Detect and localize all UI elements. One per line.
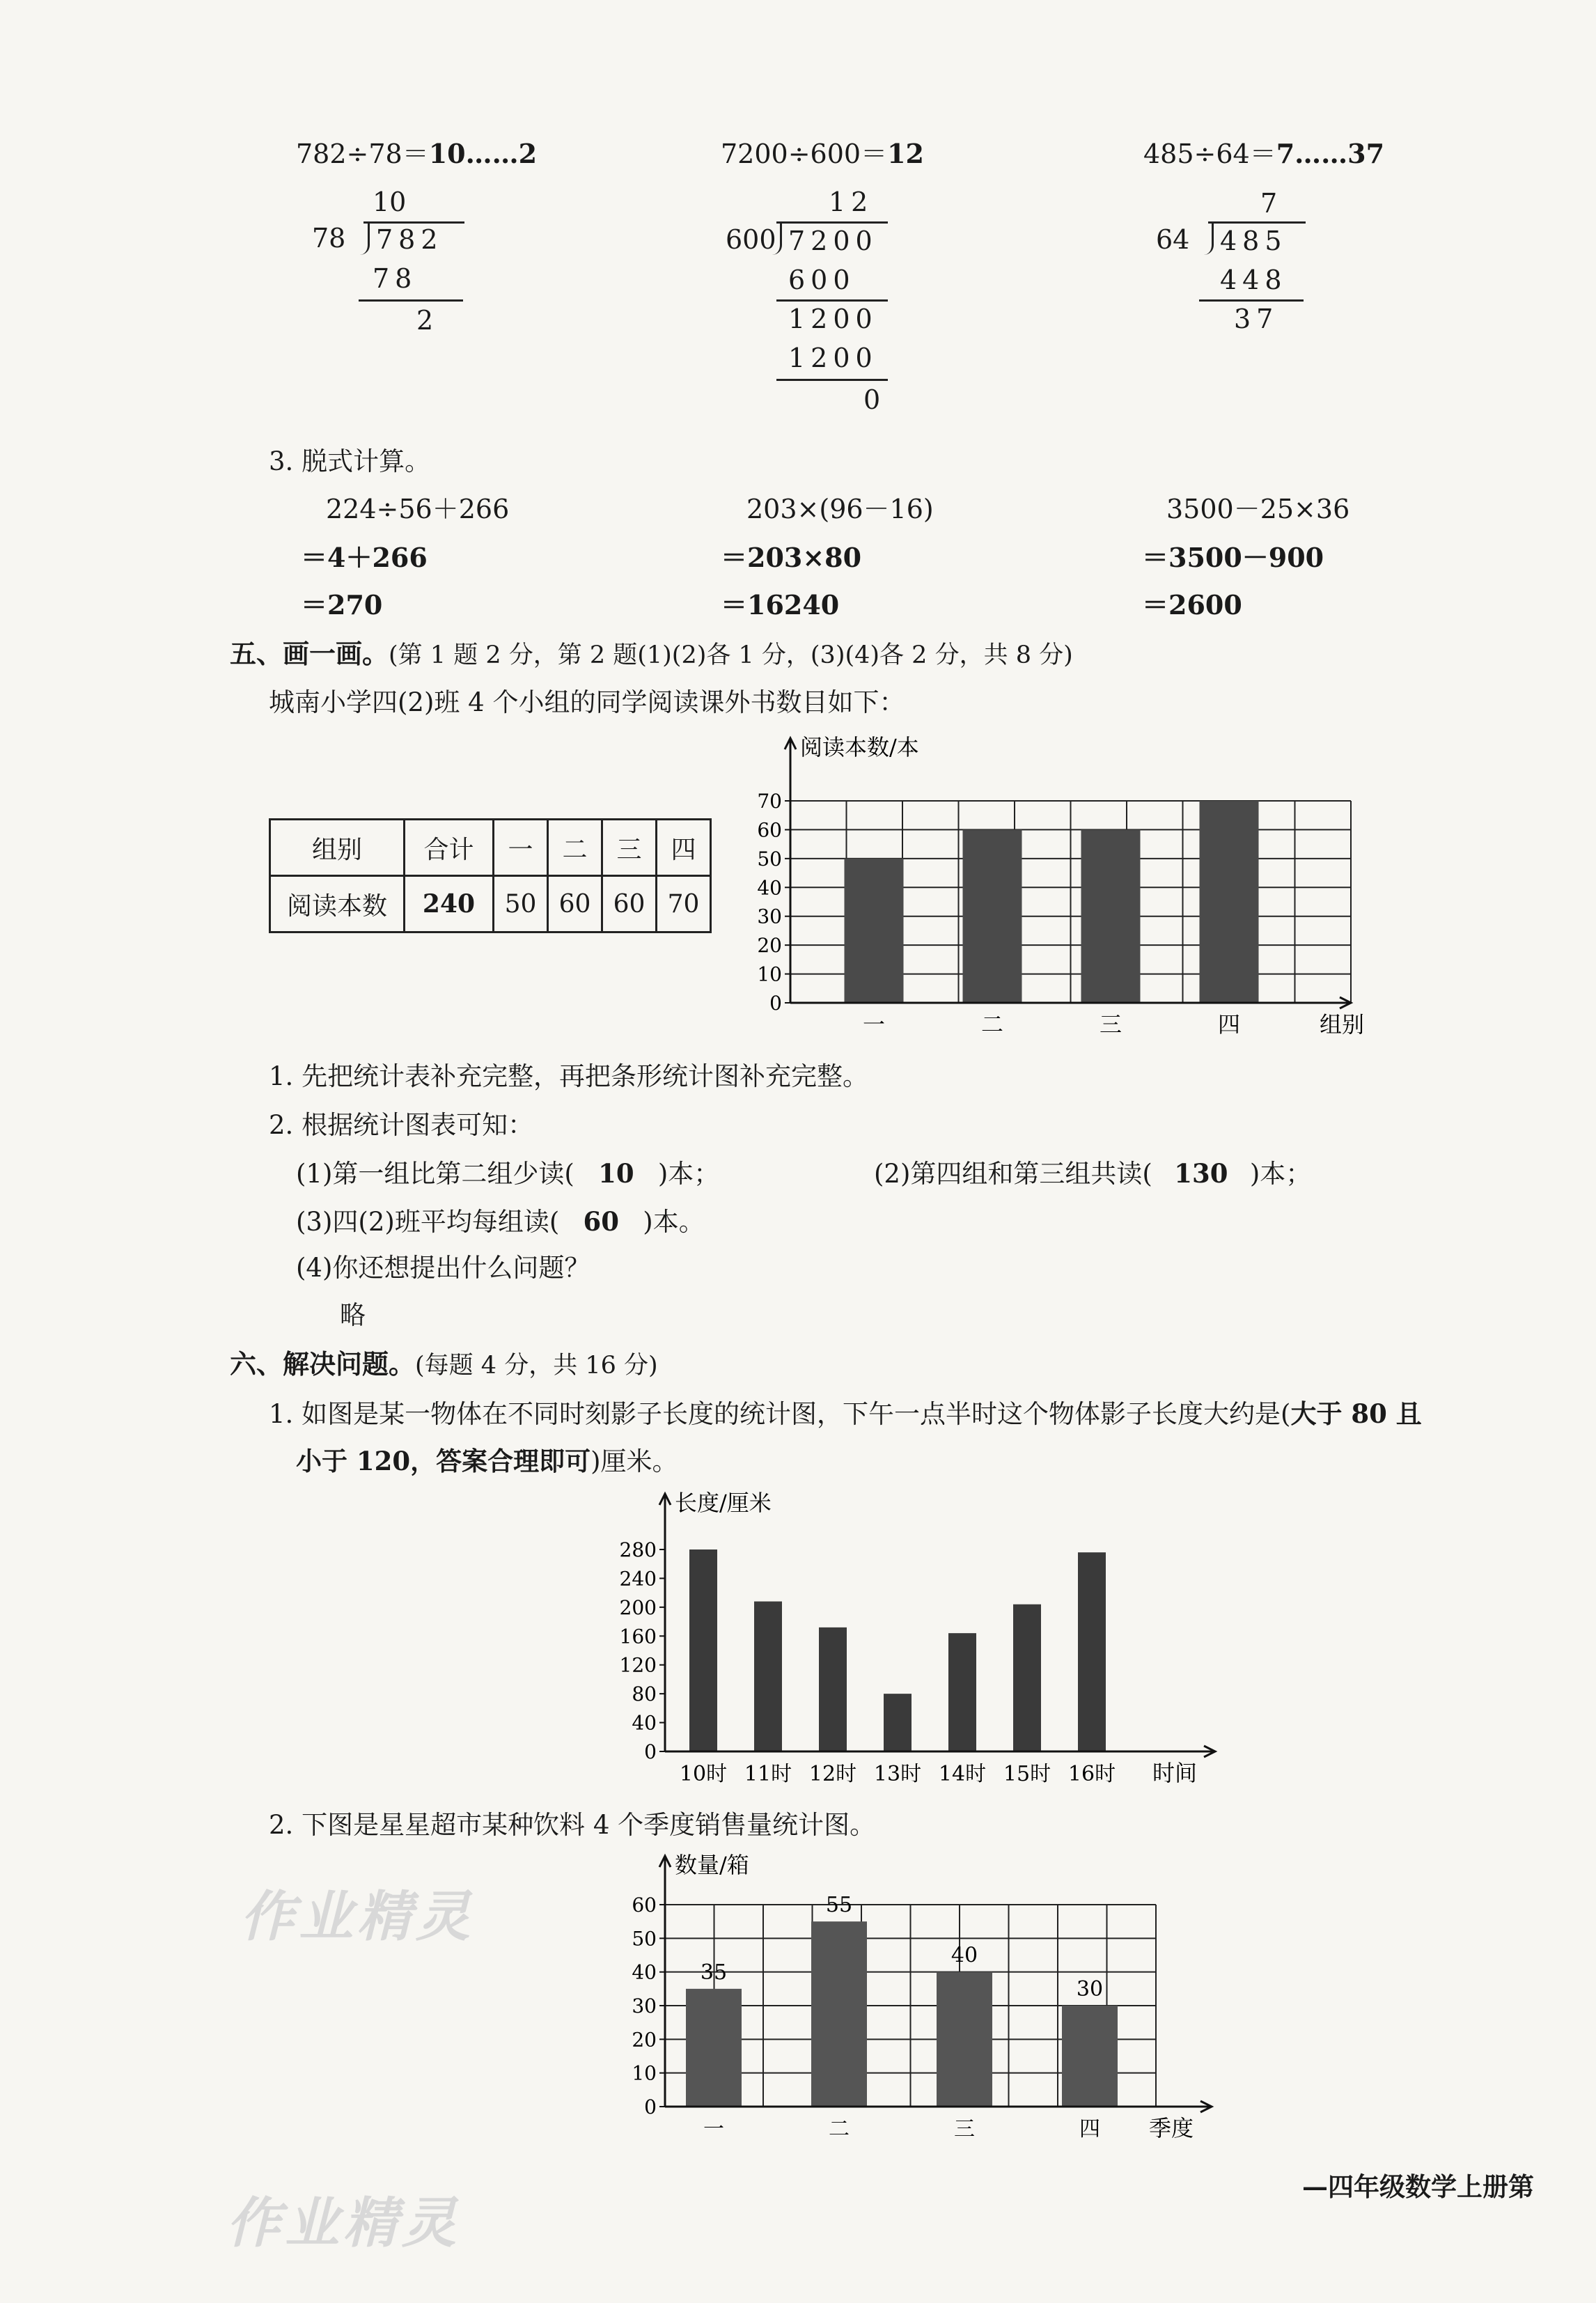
data-label: 35 xyxy=(700,1960,728,1985)
table-row xyxy=(270,820,711,876)
x-tick-label: 10时 xyxy=(679,1762,728,1786)
chart-bar xyxy=(937,1972,992,2107)
division-bracket-curve xyxy=(358,221,370,255)
division-step: 448 xyxy=(1220,265,1288,295)
x-tick-label: 14时 xyxy=(938,1762,987,1786)
y-tick-label: 50 xyxy=(757,847,782,871)
division-step: 1200 xyxy=(788,304,878,334)
y-tick-label: 30 xyxy=(632,1994,657,2017)
y-tick-label: 40 xyxy=(632,1711,657,1735)
quotient: 12 xyxy=(829,187,874,217)
table-cell: 阅读本数 xyxy=(270,876,405,932)
table-cell: 四 xyxy=(657,820,711,876)
x-tick-label: 三 xyxy=(954,2117,975,2141)
table-cell: 二 xyxy=(548,820,602,876)
divisor: 600 xyxy=(726,224,776,255)
x-axis-label: 组别 xyxy=(1320,1011,1365,1038)
y-tick-label: 280 xyxy=(619,1538,657,1561)
chart-bar xyxy=(686,1989,742,2107)
y-tick-label: 0 xyxy=(644,1740,657,1763)
section6-title: 六、解决问题。(每题 4 分，共 16 分) xyxy=(230,1348,658,1380)
x-axis-label: 时间 xyxy=(1152,1760,1198,1786)
y-tick-label: 70 xyxy=(757,790,782,813)
dividend: 7200 xyxy=(788,226,878,256)
table-cell: 组别 xyxy=(270,820,405,876)
x-tick-label: 16时 xyxy=(1067,1762,1116,1786)
division-step: 2 xyxy=(416,305,434,336)
reading-stat-table xyxy=(269,818,712,933)
s6-q1-line2: 小于 120，答案合理即可)厘米。 xyxy=(296,1446,678,1476)
division-line xyxy=(1199,299,1304,302)
x-tick-label: 一 xyxy=(703,2117,724,2141)
x-tick-label: 12时 xyxy=(808,1762,857,1786)
chart-bar xyxy=(1062,2006,1118,2107)
q3-expr-3: 3500－25×36 xyxy=(1166,494,1350,524)
division-expr: 7200÷600＝12 xyxy=(721,138,924,169)
x-tick-label: 三 xyxy=(1099,1011,1122,1038)
q3-step: ＝3500－900 xyxy=(1142,542,1324,573)
watermark-logo: 作业精灵 xyxy=(226,2192,461,2255)
chart-bar xyxy=(948,1633,976,1751)
s6-q1-line1: 1. 如图是某一物体在不同时刻影子长度的统计图，下午一点半时这个物体影子长度大约是(大于 80 且 xyxy=(269,1398,1422,1429)
x-tick-label: 15时 xyxy=(1003,1762,1051,1786)
s5-q2-2: (2)第四组和第三组共读( 130 )本； xyxy=(874,1158,1312,1189)
y-axis-label: 长度/厘米 xyxy=(675,1490,772,1516)
y-tick-label: 60 xyxy=(632,1894,657,1916)
y-tick-label: 0 xyxy=(644,2095,657,2118)
divisor: 78 xyxy=(312,223,346,253)
division-line xyxy=(776,299,888,302)
x-tick-label: 四 xyxy=(1217,1011,1241,1038)
quotient: 10 xyxy=(373,187,407,217)
table-cell: 60 xyxy=(602,876,657,932)
divisor: 64 xyxy=(1156,224,1190,255)
q3-step: ＝203×80 xyxy=(721,542,862,573)
data-label: 55 xyxy=(825,1893,853,1918)
q3-step: ＝2600 xyxy=(1142,589,1242,620)
y-tick-label: 240 xyxy=(619,1567,657,1591)
section5-title: 五、画一画。(第 1 题 2 分，第 2 题(1)(2)各 1 分，(3)(4)各 2 分，共 8 分) xyxy=(230,638,1073,669)
s5-q1: 1. 先把统计表补充完整，再把条形统计图补充完整。 xyxy=(269,1061,869,1091)
s6-q2: 2. 下图是星星超市某种饮料 4 个季度销售量统计图。 xyxy=(269,1810,876,1840)
division-step: 600 xyxy=(788,265,856,295)
s5-q2-4-answer: 略 xyxy=(340,1300,366,1330)
x-tick-label: 二 xyxy=(980,1011,1004,1038)
x-tick-label: 13时 xyxy=(873,1762,922,1786)
division-bracket-curve xyxy=(770,221,782,255)
y-tick-label: 50 xyxy=(632,1927,657,1951)
reading-bar-chart xyxy=(752,724,1400,1045)
y-tick-label: 0 xyxy=(769,992,782,1015)
chart-bar xyxy=(963,829,1022,1003)
q3-step: ＝16240 xyxy=(721,589,840,620)
division-expr: 782÷78＝10……2 xyxy=(296,138,538,169)
q3-title: 3. 脱式计算。 xyxy=(269,446,431,476)
chart-bar xyxy=(754,1602,782,1751)
y-tick-label: 20 xyxy=(757,934,782,958)
chart-bar xyxy=(884,1694,912,1751)
chart-bar xyxy=(811,1921,867,2107)
chart-bar xyxy=(689,1549,717,1751)
s5-q2: 2. 根据统计图表可知： xyxy=(269,1110,534,1140)
table-cell: 三 xyxy=(602,820,657,876)
y-tick-label: 120 xyxy=(619,1653,657,1677)
y-tick-label: 40 xyxy=(632,1960,657,1984)
y-axis-label: 阅读本数/本 xyxy=(800,734,919,760)
data-label: 40 xyxy=(950,1943,978,1968)
quotient: 7 xyxy=(1260,188,1278,219)
division-bracket-curve xyxy=(1202,221,1214,255)
chart-bar xyxy=(1013,1605,1041,1751)
q3-expr-1: 224÷56＋266 xyxy=(326,494,510,524)
data-label: 30 xyxy=(1076,1977,1104,2001)
chart-bar xyxy=(845,859,904,1003)
division-step: 37 xyxy=(1234,304,1279,334)
s5-q2-4: (4)你还想提出什么问题？ xyxy=(296,1253,590,1283)
section5-intro: 城南小学四(2)班 4 个小组的同学阅读课外书数目如下： xyxy=(269,687,905,717)
y-tick-label: 200 xyxy=(619,1595,657,1619)
table-cell: 70 xyxy=(657,876,711,932)
q3-step: ＝4＋266 xyxy=(301,542,428,573)
shadow-length-bar-chart xyxy=(599,1483,1226,1797)
x-tick-label: 一 xyxy=(862,1011,886,1038)
chart-bar xyxy=(819,1627,847,1751)
division-line xyxy=(776,379,888,381)
y-tick-label: 10 xyxy=(632,2061,657,2085)
x-tick-label: 四 xyxy=(1079,2117,1100,2141)
table-cell: 240 xyxy=(405,876,494,932)
page-footer: —四年级数学上册第 xyxy=(1302,2171,1534,2202)
x-tick-label: 11时 xyxy=(744,1762,792,1786)
chart-bar xyxy=(1078,1552,1106,1751)
y-tick-label: 30 xyxy=(757,905,782,928)
division-line xyxy=(359,299,463,302)
y-tick-label: 160 xyxy=(619,1625,657,1648)
s5-q2-1: (1)第一组比第二组少读( 10 )本； xyxy=(296,1158,720,1189)
y-tick-label: 40 xyxy=(757,876,782,900)
q3-expr-2: 203×(96－16) xyxy=(746,494,934,524)
table-cell: 一 xyxy=(494,820,548,876)
division-step: 78 xyxy=(373,263,418,294)
table-cell: 合计 xyxy=(405,820,494,876)
dividend: 485 xyxy=(1220,226,1288,256)
q3-step: ＝270 xyxy=(301,589,383,620)
s5-q2-3: (3)四(2)班平均每组读( 60 )本。 xyxy=(296,1206,705,1237)
chart-bar xyxy=(1200,801,1259,1003)
chart-bar xyxy=(1081,829,1141,1003)
y-tick-label: 20 xyxy=(632,2028,657,2052)
y-tick-label: 60 xyxy=(757,818,782,842)
y-tick-label: 10 xyxy=(757,962,782,986)
watermark-logo: 作业精灵 xyxy=(240,1886,475,1949)
y-axis-label: 数量/箱 xyxy=(675,1852,749,1878)
x-tick-label: 二 xyxy=(829,2117,850,2141)
x-axis-label: 季度 xyxy=(1149,2115,1194,2141)
table-cell: 50 xyxy=(494,876,548,932)
dividend: 782 xyxy=(376,224,444,255)
y-tick-label: 80 xyxy=(632,1683,657,1706)
table-row xyxy=(270,876,711,932)
division-step: 1200 xyxy=(788,343,878,373)
division-expr: 485÷64＝7……37 xyxy=(1143,138,1385,169)
table-cell: 60 xyxy=(548,876,602,932)
beverage-sales-bar-chart xyxy=(606,1845,1233,2145)
division-step: 0 xyxy=(863,384,881,415)
